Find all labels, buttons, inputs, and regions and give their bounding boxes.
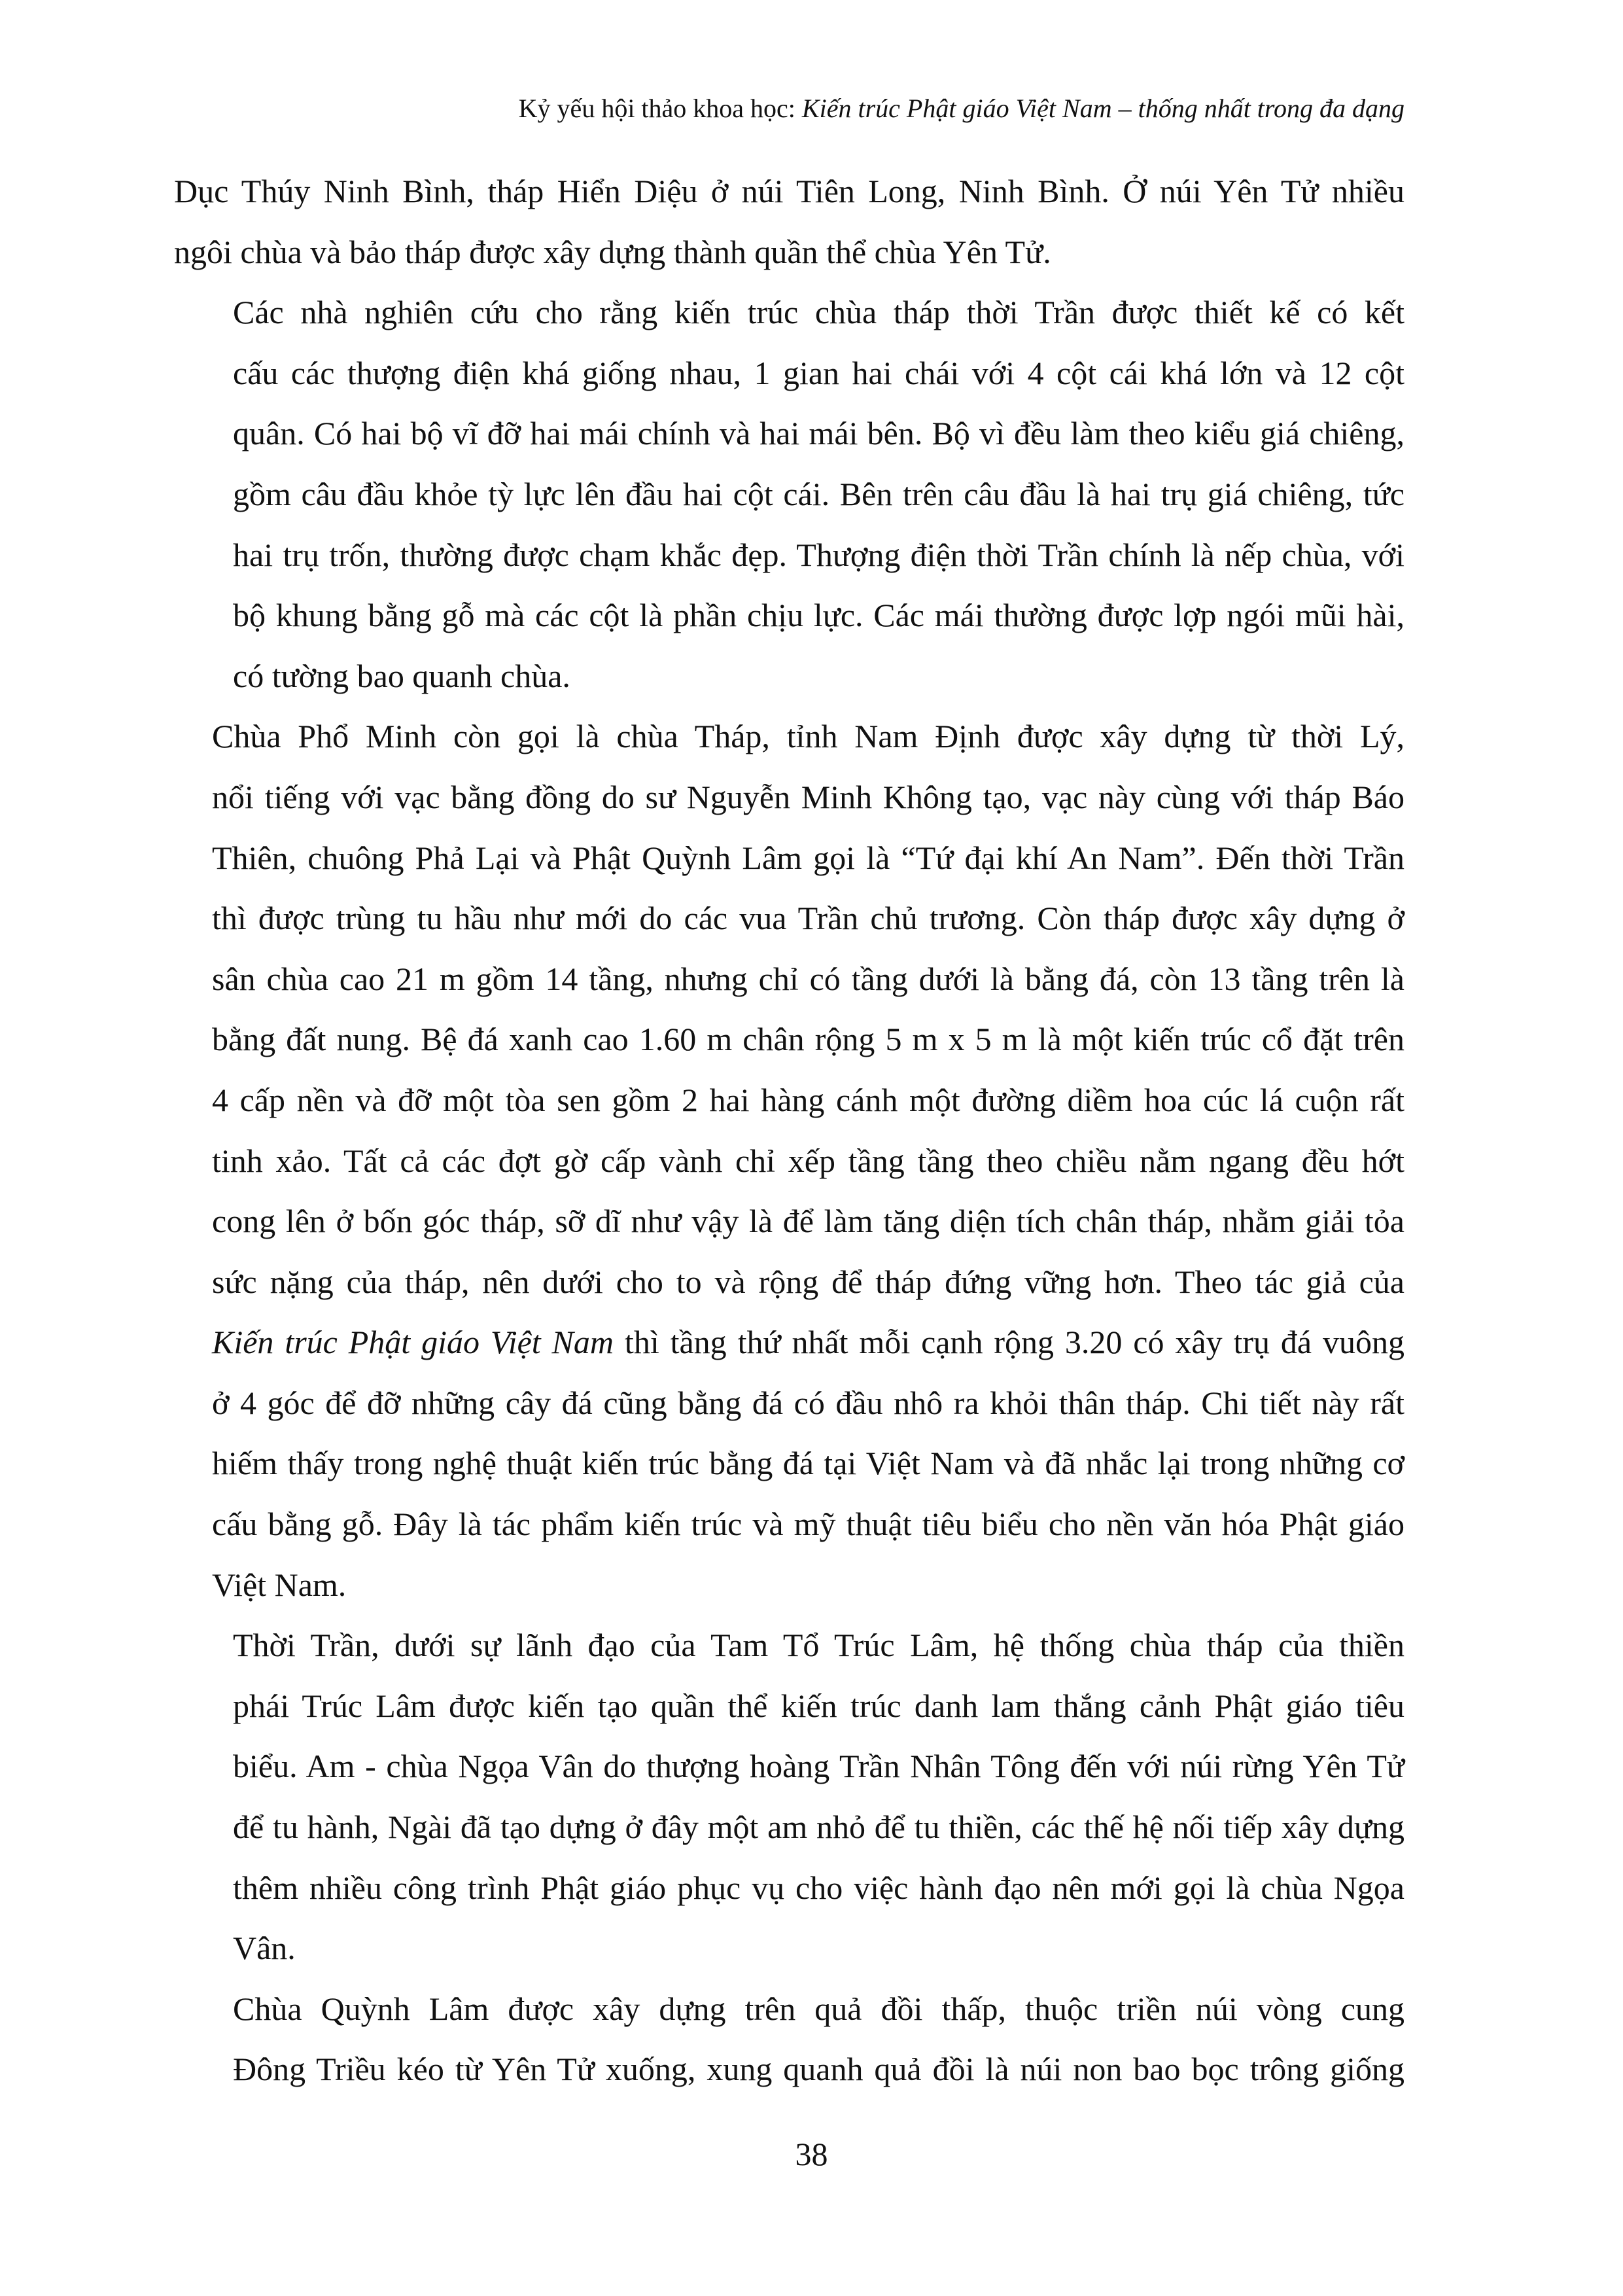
text-line: bộ khung bằng gỗ mà các cột là phần chịu lực. Các mái thường được lợp ngói mũi hài, bbox=[233, 597, 1405, 634]
text-line: Đông Triều kéo từ Yên Tử xuống, xung quanh quả đồi là núi non bao bọc trông giống bbox=[233, 2051, 1405, 2088]
text-line: ở 4 góc để đỡ những cây đá cũng bằng đá có đầu nhô ra khỏi thân tháp. Chi tiết này rất bbox=[212, 1384, 1405, 1421]
text-line: hiếm thấy trong nghệ thuật kiến trúc bằng đá tại Việt Nam và đã nhắc lại trong những cơ bbox=[212, 1445, 1405, 1482]
text-line: Chùa Quỳnh Lâm được xây dựng trên quả đồi thấp, thuộc triền núi vòng cung bbox=[233, 1990, 1405, 2027]
text-line: sân chùa cao 21 m gồm 14 tầng, nhưng chỉ có tầng dưới là bằng đá, còn 13 tầng trên là bbox=[212, 960, 1405, 997]
paragraph bbox=[174, 1979, 1405, 2100]
book-title: Kiến trúc Phật giáo Việt Nam bbox=[212, 1324, 614, 1361]
text-line: có tường bao quanh chùa. bbox=[233, 657, 570, 694]
text-line: cấu các thượng điện khá giống nhau, 1 gian hai chái với 4 cột cái khá lớn và 12 cột bbox=[233, 354, 1405, 391]
text-line: tinh xảo. Tất cả các đợt gờ cấp vành chỉ xếp tầng tầng theo chiều nằm ngang đều hớt bbox=[212, 1142, 1405, 1179]
body-text bbox=[174, 161, 1405, 2100]
text-line: hai trụ trốn, thường được chạm khắc đẹp. Thượng điện thời Trần chính là nếp chùa, với bbox=[233, 536, 1405, 573]
text-line: sức nặng của tháp, nên dưới cho to và rộng để tháp đứng vững hơn. Theo tác giả của bbox=[212, 1263, 1405, 1300]
running-header-title: Kiến trúc Phật giáo Việt Nam – thống nhất trong đa dạng bbox=[801, 94, 1405, 123]
text-line: Các nhà nghiên cứu cho rằng kiến trúc chùa tháp thời Trần được thiết kế có kết bbox=[233, 294, 1405, 331]
text-line: bằng đất nung. Bệ đá xanh cao 1.60 m chân rộng 5 m x 5 m là một kiến trúc cổ đặt trên bbox=[212, 1021, 1405, 1058]
running-header bbox=[183, 92, 1405, 126]
text-line: thêm nhiều công trình Phật giáo phục vụ cho việc hành đạo nên mới gọi là chùa Ngọa bbox=[233, 1869, 1405, 1906]
text-line: phái Trúc Lâm được kiến tạo quần thể kiến trúc danh lam thắng cảnh Phật giáo tiêu bbox=[233, 1687, 1405, 1724]
text-line: Thiên, chuông Phả Lại và Phật Quỳnh Lâm gọi là “Tứ đại khí An Nam”. Đến thời Trần bbox=[212, 839, 1405, 876]
page-number: 38 bbox=[795, 2136, 828, 2172]
text-line: 4 cấp nền và đỡ một tòa sen gồm 2 hai hàng cánh một đường diềm hoa cúc lá cuộn rất bbox=[212, 1081, 1405, 1118]
text-line: ngôi chùa và bảo tháp được xây dựng thành quần thể chùa Yên Tử. bbox=[174, 233, 1051, 270]
text-line: thì được trùng tu hầu như mới do các vua Trần chủ trương. Còn tháp được xây dựng ở bbox=[212, 900, 1405, 937]
text-line: gồm câu đầu khỏe tỳ lực lên đầu hai cột cái. Bên trên câu đầu là hai trụ giá chiêng, tức bbox=[233, 475, 1405, 512]
text-line: nổi tiếng với vạc bằng đồng do sư Nguyễn Minh Không tạo, vạc này cùng với tháp Báo bbox=[212, 778, 1405, 815]
text-line: Thời Trần, dưới sự lãnh đạo của Tam Tổ Trúc Lâm, hệ thống chùa tháp của thiền bbox=[233, 1627, 1405, 1664]
text-fragment: thì tầng thứ nhất mỗi cạnh rộng 3.20 có xây trụ đá vuông bbox=[614, 1324, 1405, 1361]
text-line: Việt Nam. bbox=[212, 1566, 347, 1603]
text-line: cong lên ở bốn góc tháp, sỡ dĩ như vậy là để làm tăng diện tích chân tháp, nhằm giải tỏa bbox=[212, 1203, 1405, 1240]
paragraph bbox=[174, 1615, 1405, 1979]
text-line: Vân. bbox=[233, 1930, 296, 1967]
paragraph bbox=[174, 282, 1405, 706]
text-line: Chùa Phổ Minh còn gọi là chùa Tháp, tỉnh Nam Định được xây dựng từ thời Lý, bbox=[212, 718, 1405, 755]
text-line: cấu bằng gỗ. Đây là tác phẩm kiến trúc và mỹ thuật tiêu biểu cho nền văn hóa Phật giáo bbox=[212, 1506, 1405, 1543]
text-line: để tu hành, Ngài đã tạo dựng ở đây một am nhỏ để tu thiền, các thế hệ nối tiếp xây dựng bbox=[233, 1809, 1405, 1846]
text-line: biểu. Am - chùa Ngọa Vân do thượng hoàng Trần Nhân Tông đến với núi rừng Yên Tử bbox=[233, 1748, 1405, 1785]
text-line: Dục Thúy Ninh Bình, tháp Hiển Diệu ở núi Tiên Long, Ninh Bình. Ở núi Yên Tử nhiều bbox=[174, 173, 1405, 209]
text-line: quân. Có hai bộ vĩ đỡ hai mái chính và hai mái bên. Bộ vì đều làm theo kiểu giá chiêng, bbox=[233, 415, 1405, 452]
paragraph bbox=[174, 706, 1405, 1615]
text-line bbox=[174, 1312, 1405, 1373]
paragraph bbox=[174, 161, 1405, 282]
running-header-prefix: Kỷ yếu hội thảo khoa học: bbox=[518, 94, 802, 123]
